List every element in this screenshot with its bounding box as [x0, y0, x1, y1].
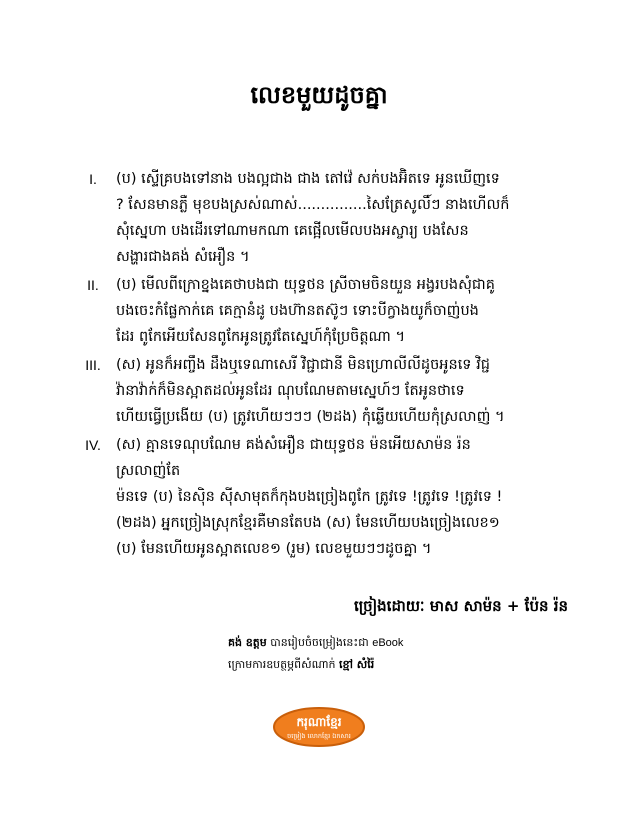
ebook-credits	[228, 632, 488, 676]
lyric-line: សង្ហារជាងគង់ សំអឿន ។	[116, 249, 250, 265]
ebook-label: eBook	[372, 637, 404, 649]
lyric-line: (២ដង) អ្នកច្រៀងស្រុកខ្មែរគឺមានតែបង (ស) មែនហើយបងច្រៀងលេខ១	[116, 515, 500, 531]
verse	[72, 166, 592, 270]
verse-number: III.	[85, 357, 101, 373]
verse	[72, 272, 592, 350]
verse-number: IV.	[85, 437, 101, 453]
lyric-line: ? សែនមានភ្លឺ មុខបងស្រស់ណាស់...............សៃត្រែសូលិ៍ៗ នាងហើលក៏	[116, 197, 510, 213]
lyric-line: ដែរ ពូកែអើយសែនពូកែអូនត្រូវតែស្នេហ៍កុំប្រែចិត្តណា ។	[116, 329, 406, 345]
logo-text-main: ករុណាខ្មែរ	[296, 715, 342, 729]
verse	[72, 352, 592, 430]
lyric-line: (ប) មើលពីក្រោខ្នងគេថាបងជា យុទ្ធថន ស្រីចាមចិនយួន អង្វរបងសុំជាគូ	[116, 277, 495, 293]
verse-lines	[116, 272, 592, 350]
lyric-line: វ៉ានាវ៉ាក់ក៏មិនស្អាតដល់អូនដែរ ណុបណែមតាមស្នេហ៍ៗ តែអូនថាទេ	[116, 383, 465, 399]
lyric-line: បងចេះកំផ្លែកាក់គេ គេក្មានំដូ បងហ៊ានតស៊ូៗ ទោះបីក្វាងយូក៏ចាញ់បង	[116, 303, 479, 319]
sponsor-name: ខ្មៅ សំរ៉ៃ	[338, 658, 375, 671]
page-title: លេខមួយដូចគ្នា	[250, 81, 388, 109]
verse	[72, 432, 592, 562]
ebook-credit-line	[228, 632, 488, 654]
lyric-line: ម៉នទេ (ប) នៃស៊ិន ស៊ីសាមុតក៏កុងបងច្រៀងពូកែ ត្រូវទេ !ត្រូវទេ !ត្រូវទេ !	[116, 489, 503, 505]
verse-lines	[116, 432, 592, 562]
logo	[272, 706, 366, 748]
lyric-line: ហើយធ្វើប្រងើយ (ប) ត្រូវហើយៗៗៗ (២ដង) កុំឆ្លើយហើយកុំស្រលាញ់ ។	[116, 409, 505, 425]
lyrics-body	[72, 166, 592, 564]
lyric-line: សុំស្នេហា បងដើរទៅណាមកណា គេផ្អើលមើលបងអស្ចារ្យ បងសែន	[116, 223, 469, 239]
sponsor-text: ក្រោមការឧបត្ថម្ភពីសំណាក់	[228, 658, 339, 671]
verse-lines	[116, 352, 592, 430]
lyric-line: (ស) គ្មានទេណុបណែម គង់សំអឿន ជាយុទ្ធថន ម៉នអើយសាម៉ន រ៉ន	[116, 437, 471, 453]
sponsor-line	[228, 654, 488, 676]
preparer-name: គង់ ឧត្តម	[228, 636, 267, 649]
lyric-line: (ស) អូនក៏អញ្ចឹង ដឹងឬទេណាសេរី វិជ្ជាជានី មិនហ្រោលីលីដូចអូនទេ វិជ្ជ	[116, 357, 490, 373]
ebook-credit-text: បានរៀបចំចម្រៀងនេះជា	[266, 636, 373, 649]
lyric-line: (ប) មែនហើយអូនស្អាតលេខ១ (រួម) លេខមួយៗៗដូចគ្នា ។	[116, 541, 432, 557]
verse-number: II.	[87, 277, 99, 293]
verse-number: I.	[89, 171, 97, 187]
lyric-line: (ប) ស្ទើគ្របងទៅនាង បងល្អជាង ជាង តៅវ៉េ សក់បងអ៊ិតទេ អូនឃើញទេ	[116, 171, 500, 187]
logo-text-sub: ចម្រៀង លោកខ្មែរ ឯកសារ	[287, 732, 351, 740]
verse-lines	[116, 166, 592, 270]
singer-credits: ច្រៀងដោយៈ មាស សាម៉ន + ប៉ែន រ៉ន	[353, 597, 568, 615]
lyric-line: ស្រលាញ់តែ	[116, 463, 181, 479]
